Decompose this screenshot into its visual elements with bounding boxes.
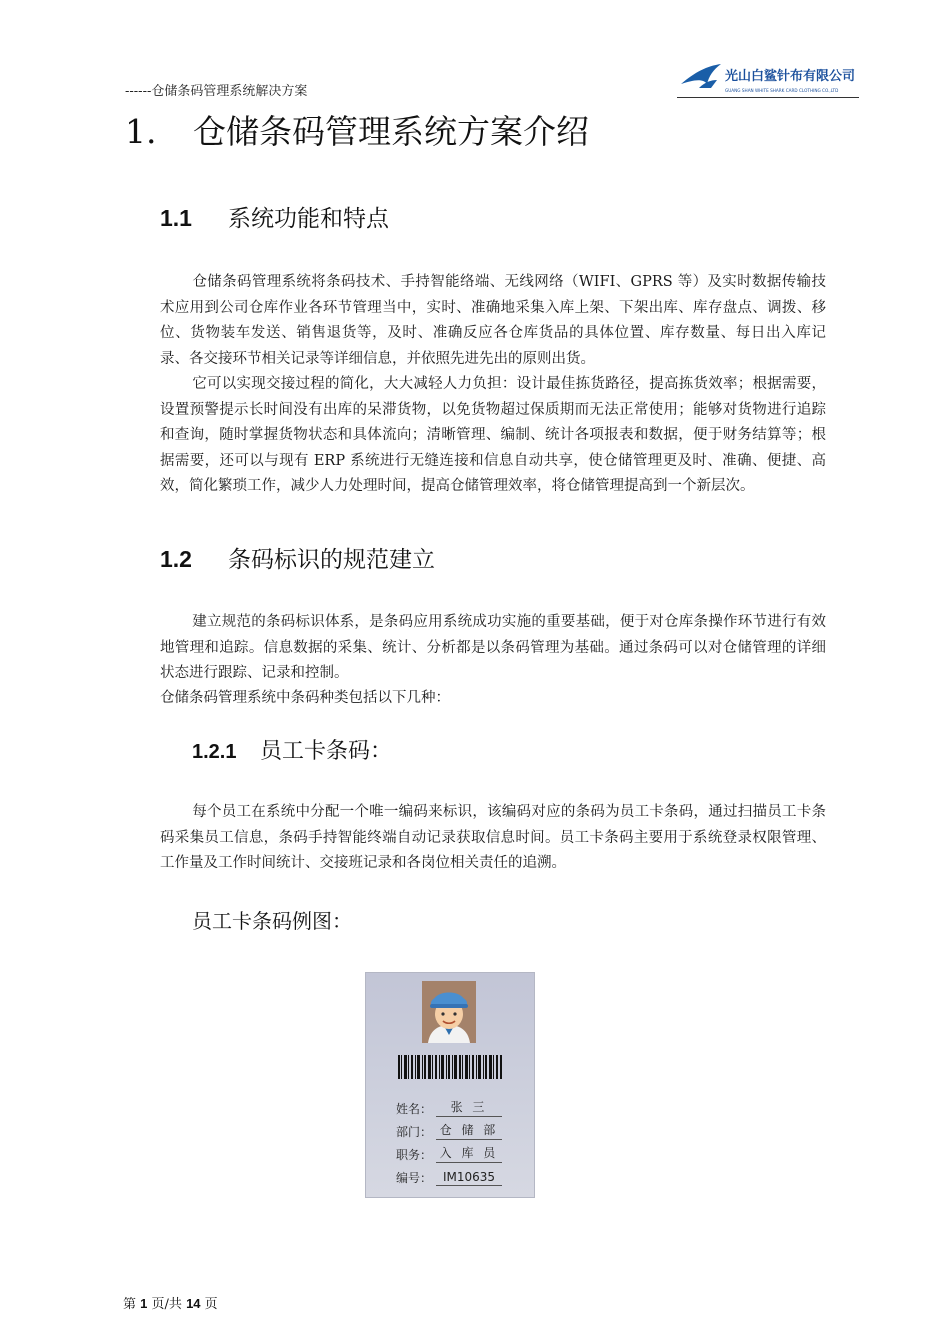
section-number: 1.1 — [160, 205, 192, 231]
barcode-icon — [398, 1055, 502, 1079]
section-number: 1. — [125, 112, 157, 151]
section-1-2-1-paragraph: 每个员工在系统中分配一个唯一编码来标识，该编码对应的条码为员工卡条码，通过扫描员工卡条码采集员工信息，条码手持智能终端自动记录获取信息时间。员工卡条码主要用于系统登录权限管理、工作量及工作时间统计、交接班记录和各岗位相关责任的追溯。 — [160, 804, 826, 871]
section-1-heading — [125, 106, 589, 153]
section-title: 条码标识的规范建立 — [228, 547, 435, 573]
employee-card-image — [365, 972, 535, 1198]
section-title: 员工卡条码： — [260, 739, 393, 764]
section-title: 仓储条码管理系统方案介绍 — [193, 112, 589, 151]
card-field-row: 部门： 仓 储 部 — [396, 1117, 526, 1140]
header-doc-title: ------仓储条码管理系统解决方案 — [125, 84, 308, 99]
section-title: 系统功能和特点 — [228, 206, 389, 232]
card-field-row: 编号： IM10635 — [396, 1163, 526, 1186]
card-field-row: 姓名： 张 三 — [396, 1094, 526, 1117]
page-footer: 第 1 页/共 14 页 — [123, 1296, 218, 1312]
avatar-icon — [422, 981, 476, 1043]
page-number: 1 — [140, 1296, 148, 1311]
logo-cn-text: 光山白鲨针布有限公司 — [725, 69, 856, 84]
section-1-1-paragraph-1: 仓储条码管理系统将条码技术、手持智能络端、无线网络（WIFI、GPRS 等）及实时数据传输技术应用到公司仓库作业各环节管理当中，实时、准确地采集入库上架、下架出库、库存盘点、调拨、移位、货物装车发送、销售退货等，及时、准确反应各仓库货品的具体位置、库存数量、每日出入库记录、各交接环节相关记录等详细信息，并依照先进先出的原则出货。 — [160, 274, 826, 367]
figure-caption: 员工卡条码例图： — [192, 909, 352, 933]
company-logo — [677, 58, 859, 98]
section-1-2-paragraph-1: 建立规范的条码标识体系，是条码应用系统成功实施的重要基础，便于对仓库条操作环节进行有效地管理和追踪。信息数据的采集、统计、分析都是以条码管理为基础。通过条码可以对仓储管理的详细状态进行跟踪、记录和控制。 — [160, 614, 826, 681]
section-number: 1.2 — [160, 546, 192, 572]
section-number: 1.2.1 — [192, 741, 237, 763]
card-field-row: 职务： 入 库 员 — [396, 1140, 526, 1163]
employee-card-fields — [396, 1094, 526, 1186]
header-rule — [677, 97, 859, 98]
section-1-2-1-heading — [192, 734, 392, 765]
page-total: 14 — [186, 1296, 201, 1311]
section-1-1-paragraph-2: 它可以实现交接过程的简化，大大减轻人力负担：设计最佳拣货路径，提高拣货效率；根据需要，设置预警提示长时间没有出库的呆滞货物，以免货物超过保质期而无法正常使用；能够对货物进行追踪和查询，随时掌握货物状态和具体流向；清晰管理、编制、统计各项报表和数据，便于财务结算等；根据需要，还可以与现有 ERP 系统进行无缝连接和信息自动共享，使仓储管理更及时、准确、便捷、高效，简化繁琐工作，减少人力处理时间，提高仓储管理效率，将仓储管理提高到一个新层次。 — [160, 376, 826, 494]
section-1-2-paragraph-2: 仓储条码管理系统中条码种类包括以下几种： — [160, 690, 450, 706]
section-1-2-heading — [160, 541, 435, 574]
logo-en-text: GUANG SHAN WHITE SHARK CARD CLOTHING CO.,LTD — [725, 88, 839, 93]
employee-photo — [422, 981, 476, 1043]
section-1-1-heading — [160, 200, 389, 233]
